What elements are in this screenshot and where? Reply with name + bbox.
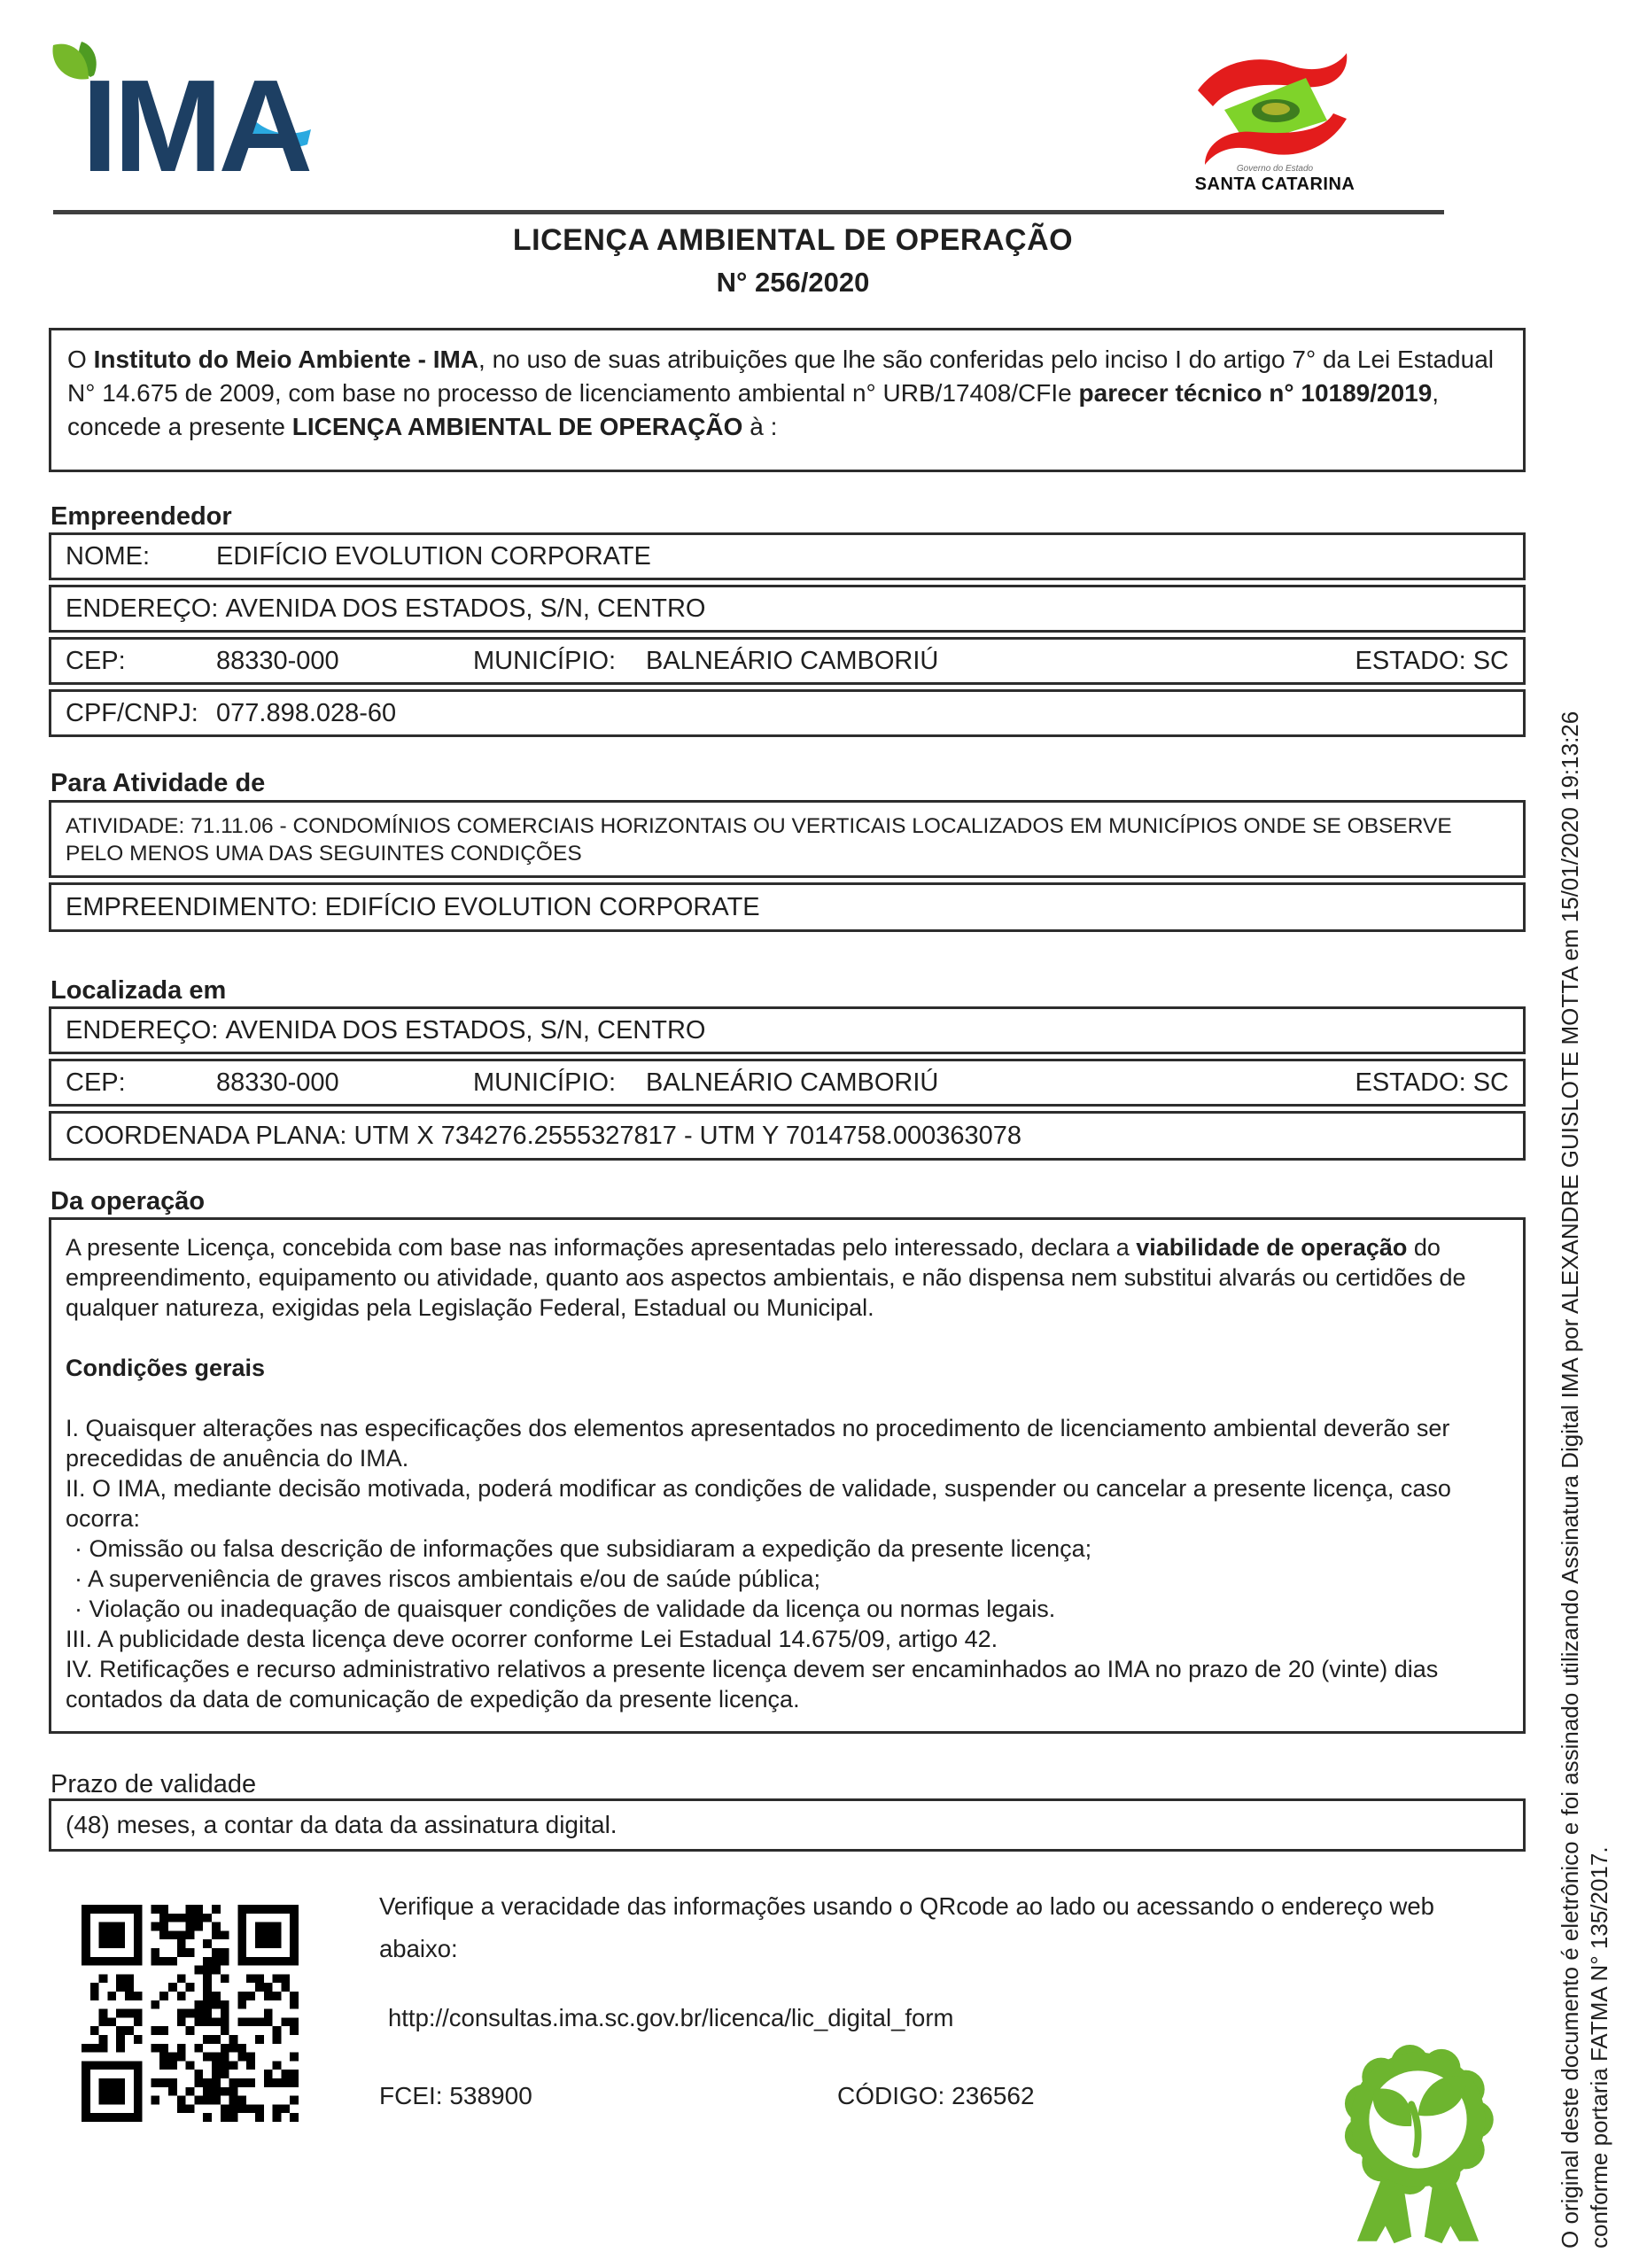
coordenada-value: COORDENADA PLANA: UTM X 734276.2555327817 - UTM Y 7014758.000363078: [66, 1121, 1022, 1150]
prazo-box: [49, 1798, 1526, 1852]
condition-item: · Omissão ou falsa descrição de informações que subsidiaram a expedição da presente licença;: [74, 1535, 1092, 1562]
prazo-value: (48) meses, a contar da data da assinatura digital.: [66, 1811, 618, 1838]
loc-estado-label: ESTADO:: [1355, 1068, 1466, 1097]
codigo-value: 236562: [952, 2082, 1035, 2109]
conditions-list: [66, 1413, 1509, 1714]
estado-label: ESTADO:: [1355, 646, 1466, 675]
cep-label: CEP:: [66, 646, 126, 675]
section-empreendedor-heading: Empreendedor: [50, 502, 232, 531]
intro-text: , no uso de suas atribuições que lhe são conferidas pelo inciso I do artigo 7° da Lei Estadual N° 14.675 de 2009, com base no processo de licenciamento ambiental n° URB/17408/CFIe: [67, 346, 1494, 407]
green-seal-icon: [1309, 2027, 1526, 2256]
atividade-box: [49, 800, 1526, 878]
endereco-label: ENDEREÇO:: [66, 594, 219, 623]
section-operacao-heading: Da operação: [50, 1187, 206, 1216]
codigo-label: CÓDIGO:: [837, 2082, 945, 2109]
state-name: SANTA CATARINA: [1194, 175, 1355, 194]
nome-row: [49, 532, 1526, 580]
cep-value: 88330-000: [216, 646, 339, 675]
header-divider: [53, 210, 1444, 214]
loc-estado-group: [1355, 1068, 1509, 1098]
atividade-value: ATIVIDADE: 71.11.06 - CONDOMÍNIOS COMERCIAIS HORIZONTAIS OU VERTICAIS LOCALIZADOS EM MUNICÍPIOS ONDE SE OBSERVE PELO MENOS UMA DAS SEGUINTES CONDIÇÕES: [66, 814, 1452, 866]
condition-item: IV. Retificações e recurso administrativo relativos a presente licença devem ser encaminhados ao IMA no prazo de 20 (vinte) dias contados da data de comunicação de expedição da presente licença.: [66, 1656, 1439, 1713]
loc-endereco-label: ENDEREÇO:: [66, 1015, 219, 1045]
cpf-value: 077.898.028-60: [216, 698, 397, 727]
codigo-field: [837, 2082, 1035, 2110]
cpf-row: [49, 689, 1526, 737]
side-note-line2: conforme portaria FATMA N° 135/2017.: [1586, 1846, 1612, 2249]
operacao-text: do empreendimento, equipamento ou atividade, quanto aos aspectos ambientais, e não dispensa nem substitui alvarás ou certidões de qualquer natureza, exigidas pela Legislação Federal, Estadual ou Municipal.: [66, 1234, 1466, 1321]
condicoes-gerais-subheading: Condições gerais: [66, 1355, 266, 1381]
operacao-text: A presente Licença, concebida com base nas informações apresentadas pelo interessado, declara a: [66, 1234, 1137, 1261]
nome-label: NOME:: [66, 541, 151, 571]
intro-box: [49, 328, 1526, 472]
condition-item: III. A publicidade desta licença deve ocorrer conforme Lei Estadual 14.675/09, artigo 42.: [66, 1626, 998, 1652]
municipio-label: MUNICÍPIO:: [473, 646, 617, 675]
intro-text: à :: [742, 413, 778, 440]
intro-bold-licenca: LICENÇA AMBIENTAL DE OPERAÇÃO: [291, 413, 743, 440]
endereco-row: [49, 585, 1526, 633]
operacao-bold-viabilidade: viabilidade de operação: [1136, 1234, 1408, 1261]
loc-endereco-value: AVENIDA DOS ESTADOS, S/N, CENTRO: [225, 1015, 706, 1045]
loc-cep-row: [49, 1059, 1526, 1107]
nome-value: EDIFÍCIO EVOLUTION CORPORATE: [216, 541, 651, 571]
ima-wordmark: IMA: [82, 53, 309, 199]
condition-item: I. Quaisquer alterações nas especificações dos elementos apresentados no procedimento de licenciamento ambiental deverão ser precedidas de anuência do IMA.: [66, 1415, 1450, 1472]
coordenada-row: [49, 1111, 1526, 1161]
cep-row: [49, 637, 1526, 685]
license-title: LICENÇA AMBIENTAL DE OPERAÇÃO: [512, 223, 1074, 257]
qr-code: [82, 1905, 299, 2122]
loc-municipio-value: BALNEÁRIO CAMBORIÚ: [646, 1068, 939, 1097]
section-localizada-heading: Localizada em: [50, 976, 227, 1005]
empreendimento-value: EMPREENDIMENTO: EDIFÍCIO EVOLUTION CORPORATE: [66, 892, 760, 921]
section-prazo-heading: Prazo de validade: [50, 1770, 257, 1798]
ima-logo: [44, 22, 381, 213]
loc-municipio-label: MUNICÍPIO:: [473, 1068, 617, 1097]
empreendimento-box: [49, 882, 1526, 932]
fcei-value: 538900: [449, 2082, 532, 2109]
section-atividade-heading: Para Atividade de: [50, 769, 266, 797]
loc-estado-value: SC: [1472, 1068, 1509, 1097]
side-note: [1556, 485, 1614, 2249]
side-note-line1: O original deste documento é eletrônico e foi assinado utilizando Assinatura Digital IMA por ALEXANDRE GUISLOTE MOTTA em 15/01/2020 19:13:26: [1557, 711, 1583, 2249]
estado-group: [1355, 647, 1509, 676]
fcei-field: [379, 2082, 532, 2110]
intro-text: O: [67, 346, 94, 373]
coat-of-arms-inner: [1262, 103, 1290, 115]
municipio-value: BALNEÁRIO CAMBORIÚ: [646, 646, 939, 675]
gov-label: Governo do Estado: [1236, 164, 1314, 174]
cpf-label: CPF/CNPJ:: [66, 698, 198, 727]
license-number: N° 256/2020: [716, 267, 870, 298]
operacao-box: [49, 1217, 1526, 1734]
loc-cep-value: 88330-000: [216, 1068, 339, 1097]
intro-text: , concede a presente: [67, 379, 1440, 440]
endereco-value: AVENIDA DOS ESTADOS, S/N, CENTRO: [225, 594, 706, 623]
verification-text: Verifique a veracidade das informações usando o QRcode ao lado ou acessando o endereço web abaixo:: [379, 1892, 1434, 1962]
santa-catarina-logo: [1171, 35, 1379, 199]
operacao-paragraph: [66, 1232, 1509, 1323]
condition-item: · A superveniência de graves riscos ambientais e/ou de saúde pública;: [74, 1565, 821, 1592]
condition-item: · Violação ou inadequação de quaisquer condições de validade da licença ou normas legais.: [74, 1596, 1056, 1622]
estado-value: SC: [1472, 646, 1509, 675]
verification-url: http://consultas.ima.sc.gov.br/licenca/lic_digital_form: [388, 2004, 954, 2031]
fcei-label: FCEI:: [379, 2082, 443, 2109]
intro-bold-institute: Instituto do Meio Ambiente - IMA: [93, 346, 479, 373]
condition-item: II. O IMA, mediante decisão motivada, poderá modificar as condições de validade, suspender ou cancelar a presente licença, caso ocorra:: [66, 1475, 1451, 1532]
loc-cep-label: CEP:: [66, 1068, 126, 1097]
loc-endereco-row: [49, 1006, 1526, 1054]
intro-bold-parecer: parecer técnico n° 10189/2019: [1078, 379, 1433, 407]
